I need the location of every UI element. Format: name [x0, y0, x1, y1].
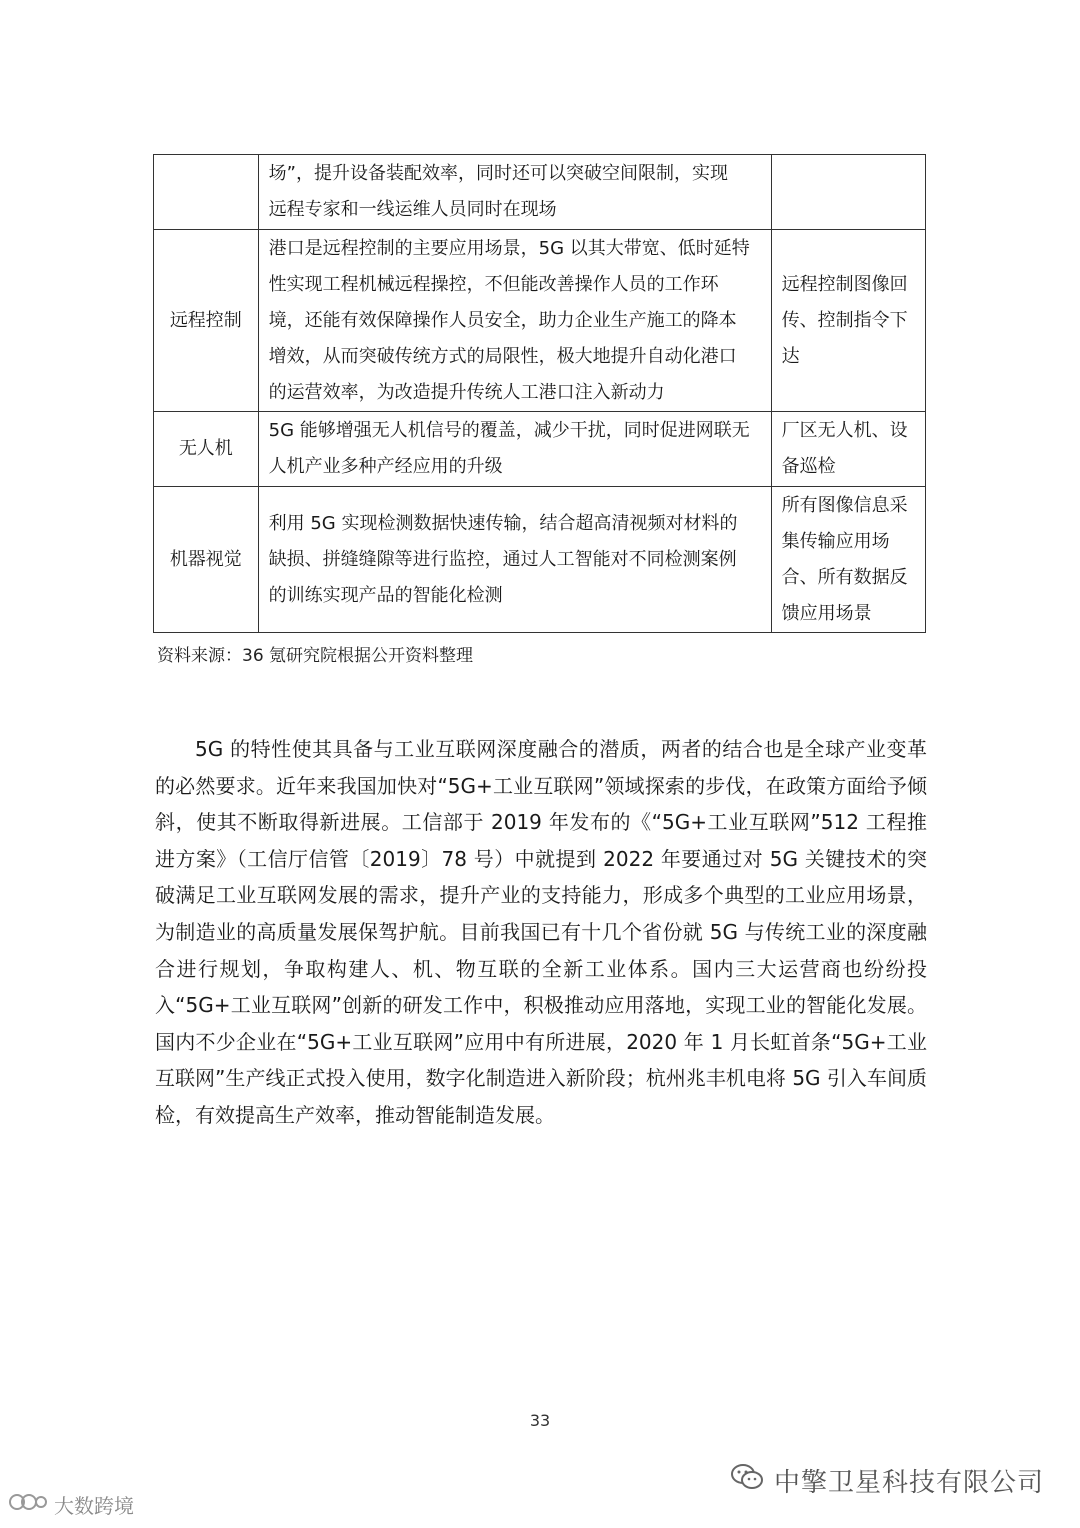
- table-cell-scenario: 无人机: [154, 412, 259, 487]
- table-cell-scenario: 远程控制: [154, 230, 259, 412]
- table-row: [154, 230, 926, 412]
- table-cell-scenario: 机器视觉: [154, 487, 259, 633]
- page-number: 33: [529, 1411, 551, 1430]
- wechat-icon: [730, 1462, 764, 1499]
- table-cell-application: [771, 155, 925, 230]
- application-scenario-table: [153, 154, 926, 633]
- body-paragraph: 5G 的特性使其具备与工业互联网深度融合的潜质，两者的结合也是全球产业变革的必然要求。近年来我国加快对“5G+工业互联网”领域探索的步伐，在政策方面给予倾斜，使其不断取得新进展。工信部于 2019 年发布的《“5G+工业互联网”512 工程推进方案》（工信厅信管〔2019〕78 号）中就提到 2022 年要通过对 5G 关键技术的突破满足工业互联网发展的需求，提升产业的支持能力，形成多个典型的工业应用场景，为制造业的高质量发展保驾护航。目前我国已有十几个省份就 5G 与传统工业的深度融合进行规划，争取构建人、机、物互联的全新工业体系。国内三大运营商也纷纷投入“5G+工业互联网”创新的研发工作中，积极推动应用落地，实现工业的智能化发展。国内不少企业在“5G+工业互联网”应用中有所进展，2020 年 1 月长虹首条“5G+工业互联网”生产线正式投入使用，数字化制造进入新阶段；杭州兆丰机电将 5G 引入车间质检，有效提高生产效率，推动智能制造发展。: [155, 737, 927, 1127]
- table-cell-application: 厂区无人机、设 备巡检: [771, 412, 925, 487]
- watermark-account: [730, 1462, 1044, 1499]
- brand-logo-icon: [8, 1490, 48, 1519]
- table-cell-scenario: [154, 155, 259, 230]
- table-row: [154, 487, 926, 633]
- watermark-account-name: 中擎卫星科技有限公司: [773, 1468, 1044, 1498]
- table-row: [154, 155, 926, 230]
- source-note: 资料来源：36 氪研究院根据公开资料整理: [157, 646, 474, 666]
- table-cell-description: 5G 能够增强无人机信号的覆盖，减少干扰，同时促进网联无 人机产业多种产经应用的升级: [258, 412, 771, 487]
- table-row: [154, 412, 926, 487]
- table-cell-description: 利用 5G 实现检测数据快速传输，结合超高清视频对材料的 缺损、拼缝缝隙等进行监控，通过人工智能对不同检测案例 的训练实现产品的智能化检测: [258, 487, 771, 633]
- watermark-brand-name: 大数跨境: [54, 1494, 134, 1518]
- table-cell-application: 远程控制图像回 传、控制指令下 达: [771, 230, 925, 412]
- table-cell-application: 所有图像信息采 集传输应用场 合、所有数据反 馈应用场景: [771, 487, 925, 633]
- watermark-brand: [8, 1490, 134, 1519]
- table-cell-description: 港口是远程控制的主要应用场景，5G 以其大带宽、低时延特 性实现工程机械远程操控，不但能改善操作人员的工作环 境，还能有效保障操作人员安全，助力企业生产施工的降本 增效，从而突破传统方式的局限性，极大地提升自动化港口 的运营效率，为改造提升传统人工港口注入新动力: [258, 230, 771, 412]
- table-cell-description: 场”，提升设备装配效率，同时还可以突破空间限制，实现 远程专家和一线运维人员同时在现场: [258, 155, 771, 230]
